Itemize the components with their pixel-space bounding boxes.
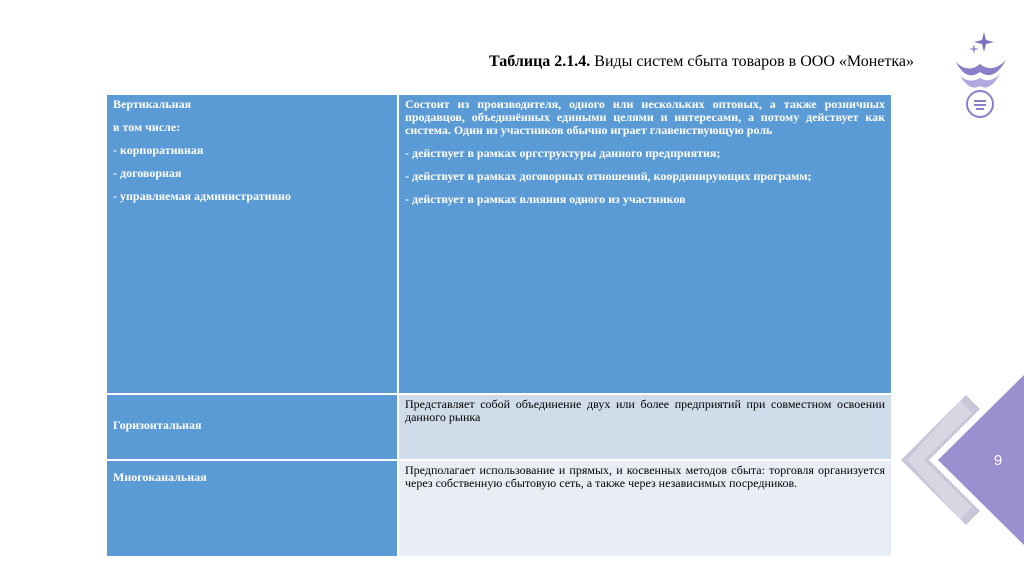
description-text: Состоит из производителя, одного или нескольких оптовых, а также розничных продавцов, объединённых едиными целями и интересами, а потому действует как система. Один из участников обычно играет главенствующую роль bbox=[405, 97, 885, 137]
description-text: Представляет собой объединение двух или более предприятий при совместном освоении данного рынка bbox=[405, 397, 885, 424]
table-row bbox=[106, 460, 892, 557]
description-text: - действует в рамках договорных отношений, координирующих программ; bbox=[405, 169, 812, 183]
description-cell bbox=[398, 94, 892, 394]
university-logo-icon bbox=[950, 30, 1010, 120]
description-cell bbox=[398, 394, 892, 460]
table-caption: Виды систем сбыта товаров в ООО «Монетка» bbox=[594, 53, 914, 70]
sales-systems-table bbox=[105, 93, 893, 558]
type-line: в том числе: bbox=[113, 120, 181, 134]
type-line: Многоканальная bbox=[113, 470, 207, 484]
table-row bbox=[106, 94, 892, 394]
description-text: - действует в рамках влияния одного из участников bbox=[405, 192, 686, 206]
type-line: Вертикальная bbox=[113, 97, 191, 111]
type-line: - корпоративная bbox=[113, 143, 204, 157]
type-line: - договорная bbox=[113, 166, 182, 180]
type-line: - управляемая административно bbox=[113, 189, 291, 203]
description-text: Предполагает использование и прямых, и косвенных методов сбыта: торговля организуется через собственную сбытовую сеть, а также через независимых посредников. bbox=[405, 463, 885, 490]
type-cell bbox=[106, 94, 398, 394]
table-number: Таблица 2.1.4. bbox=[489, 53, 591, 70]
description-cell bbox=[398, 460, 892, 557]
description-text: - действует в рамках оргструктуры данного предприятия; bbox=[405, 146, 721, 160]
type-cell bbox=[106, 394, 398, 460]
type-line: Горизонтальная bbox=[113, 418, 202, 432]
table-row bbox=[106, 394, 892, 460]
slide-title bbox=[300, 53, 914, 71]
page-number: 9 bbox=[993, 452, 1003, 469]
type-cell bbox=[106, 460, 398, 557]
